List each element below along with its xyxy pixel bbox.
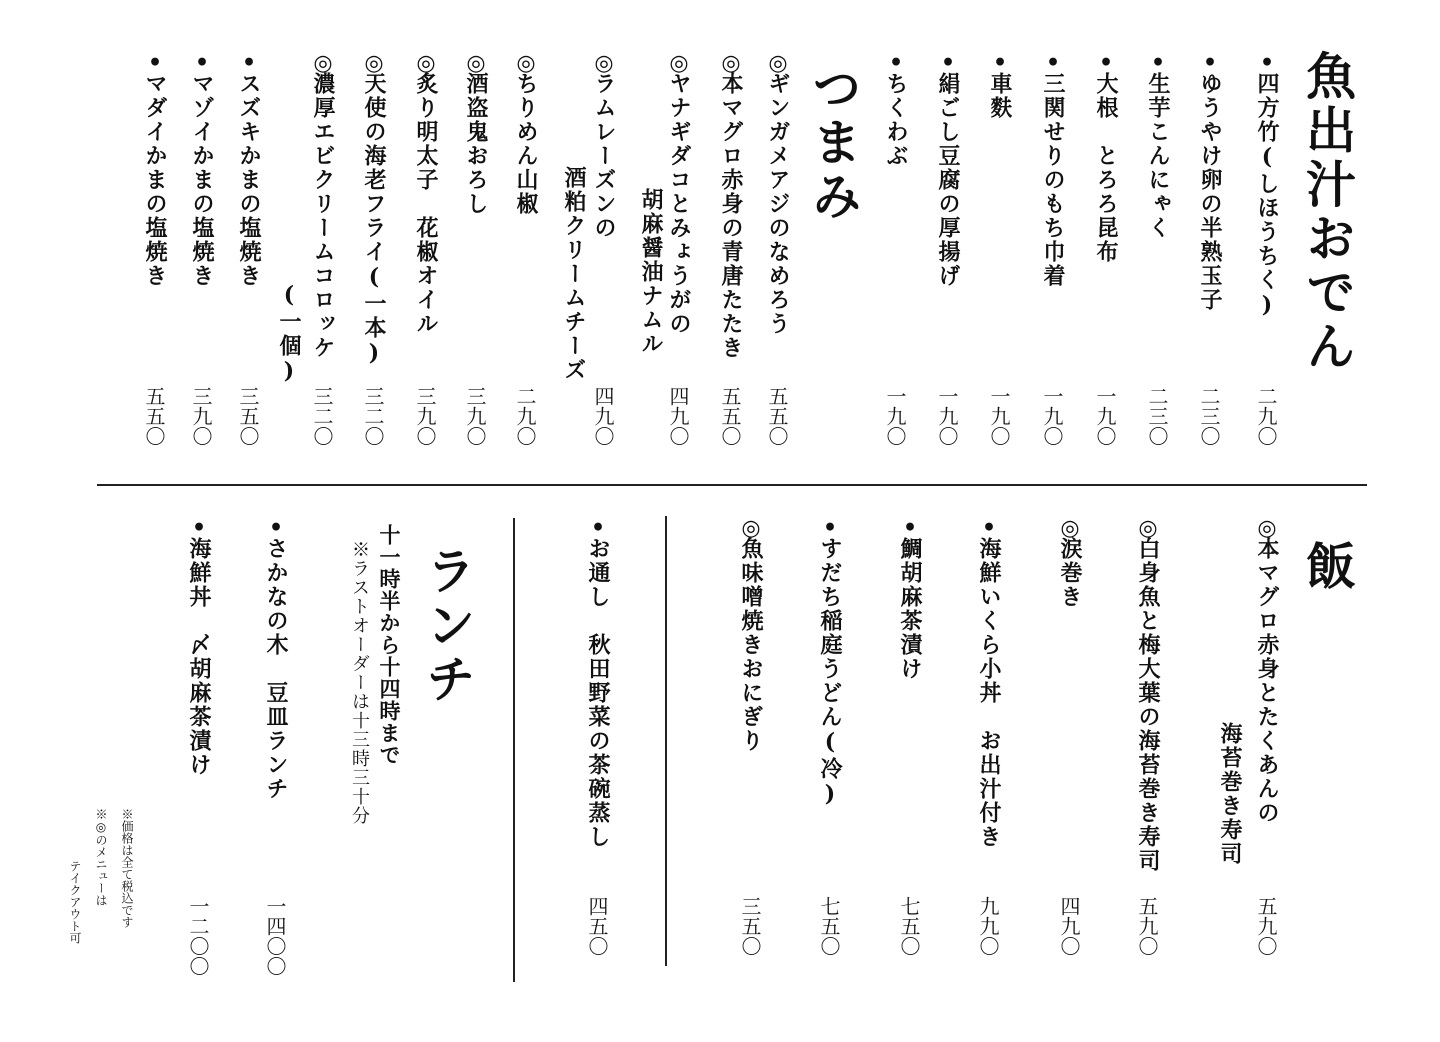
item-price: 五九〇	[1135, 896, 1159, 956]
list-item: ◎白身魚と梅大葉の海苔巻き寿司	[1135, 515, 1161, 873]
list-item: ◎ヤナギダコとみょうがの	[666, 50, 692, 336]
item-price: 三九〇	[413, 386, 437, 446]
lunch-hours: 十一時半から十四時まで	[377, 524, 402, 766]
list-item: •マゾイかまの塩焼き	[189, 50, 215, 288]
list-item: ◎ギンガメアジのなめろう	[765, 50, 791, 336]
item-price: 五九〇	[1254, 896, 1278, 956]
list-item: •大根 とろろ昆布	[1093, 50, 1119, 264]
item-price: 一九〇	[1093, 386, 1117, 446]
item-price: 一九〇	[883, 386, 907, 446]
item-price: 二三〇	[1197, 386, 1221, 446]
item-price: 一二〇〇	[186, 896, 210, 976]
list-item-continuation: 胡麻醤油ナムル	[638, 188, 664, 356]
list-item: •生芋こんにゃく	[1145, 50, 1171, 240]
item-price: 四五〇	[585, 896, 609, 956]
list-item-continuation: 海苔巻き寿司	[1217, 722, 1243, 866]
item-price: 三九〇	[189, 386, 213, 446]
item-price: 五五〇	[142, 386, 166, 446]
item-price: 三二〇	[361, 386, 385, 446]
item-price: 五五〇	[765, 386, 789, 446]
item-price: 三五〇	[738, 896, 762, 956]
list-item: •海鮮いくら小丼 お出汁付き	[976, 515, 1002, 849]
list-item: •海鮮丼 〆胡麻茶漬け	[186, 515, 212, 777]
list-item: ◎濃厚エビクリームコロッケ	[310, 50, 336, 360]
tsumami-title: つまみ	[804, 62, 863, 224]
item-price: 三二〇	[310, 386, 334, 446]
item-price: 一九〇	[935, 386, 959, 446]
list-item: •すだち稲庭うどん(冷)	[817, 515, 843, 809]
list-item: ◎炙り明太子 花椒オイル	[413, 50, 439, 336]
list-item: •さかなの木 豆皿ランチ	[263, 515, 289, 801]
list-item: •ちくわぶ	[883, 50, 909, 168]
meshi-title: 飯	[1298, 540, 1357, 594]
item-price: 二三〇	[1145, 386, 1169, 446]
list-item: ◎本マグロ赤身の青唐たたき	[718, 50, 744, 360]
list-item: •ゆうやけ卵の半熟玉子	[1197, 50, 1223, 312]
column-divider	[513, 518, 515, 982]
list-item: ◎魚味噌焼きおにぎり	[738, 515, 764, 753]
takeout-note-continuation: テイクアウト可	[68, 860, 82, 944]
item-price: 四九〇	[591, 386, 615, 446]
item-price: 三五〇	[236, 386, 260, 446]
takeout-note: ※◎のメニューは	[94, 808, 108, 906]
item-price: 三九〇	[463, 386, 487, 446]
section-divider	[97, 484, 1367, 486]
item-price: 四九〇	[666, 386, 690, 446]
otoshi-item: •お通し 秋田野菜の茶碗蒸し	[585, 515, 611, 849]
list-item: ◎酒盗鬼おろし	[463, 50, 489, 216]
list-item: ◎涙巻き	[1057, 515, 1083, 609]
last-order-note: ※ラストオーダーは十三時三十分	[349, 540, 370, 825]
item-price: 五五〇	[718, 386, 742, 446]
item-price: 二九〇	[1254, 386, 1278, 446]
item-price: 一九〇	[987, 386, 1011, 446]
list-item-continuation: (一個)	[276, 282, 302, 386]
list-item: •スズキかまの塩焼き	[236, 50, 262, 288]
list-item: ◎ラムレーズンの	[591, 50, 617, 240]
list-item: •四方竹(しほうちく)	[1254, 50, 1280, 320]
list-item: •三関せりのもち巾着	[1040, 50, 1066, 288]
item-price: 四九〇	[1057, 896, 1081, 956]
list-item: ◎本マグロ赤身とたくあんの	[1254, 515, 1280, 825]
item-price: 七五〇	[817, 896, 841, 956]
list-item: •マダイかまの塩焼き	[142, 50, 168, 288]
tax-note: ※価格は全て税込です	[120, 808, 134, 928]
list-item: ◎ちりめん山椒	[513, 50, 539, 216]
list-item: ◎天使の海老フライ(一本)	[361, 50, 387, 368]
lunch-title: ランチ	[418, 545, 477, 707]
list-item: •絹ごし豆腐の厚揚げ	[935, 50, 961, 288]
item-price: 二九〇	[513, 386, 537, 446]
list-item: •車麩	[987, 50, 1013, 120]
oden-title: 魚出汁おでん	[1298, 50, 1357, 374]
item-price: 一四〇〇	[263, 896, 287, 976]
list-item: •鯛胡麻茶漬け	[897, 515, 923, 681]
item-price: 七五〇	[897, 896, 921, 956]
column-divider	[665, 516, 667, 966]
item-price: 九九〇	[976, 896, 1000, 956]
list-item-continuation: 酒粕クリームチーズ	[561, 166, 587, 382]
item-price: 一九〇	[1040, 386, 1064, 446]
